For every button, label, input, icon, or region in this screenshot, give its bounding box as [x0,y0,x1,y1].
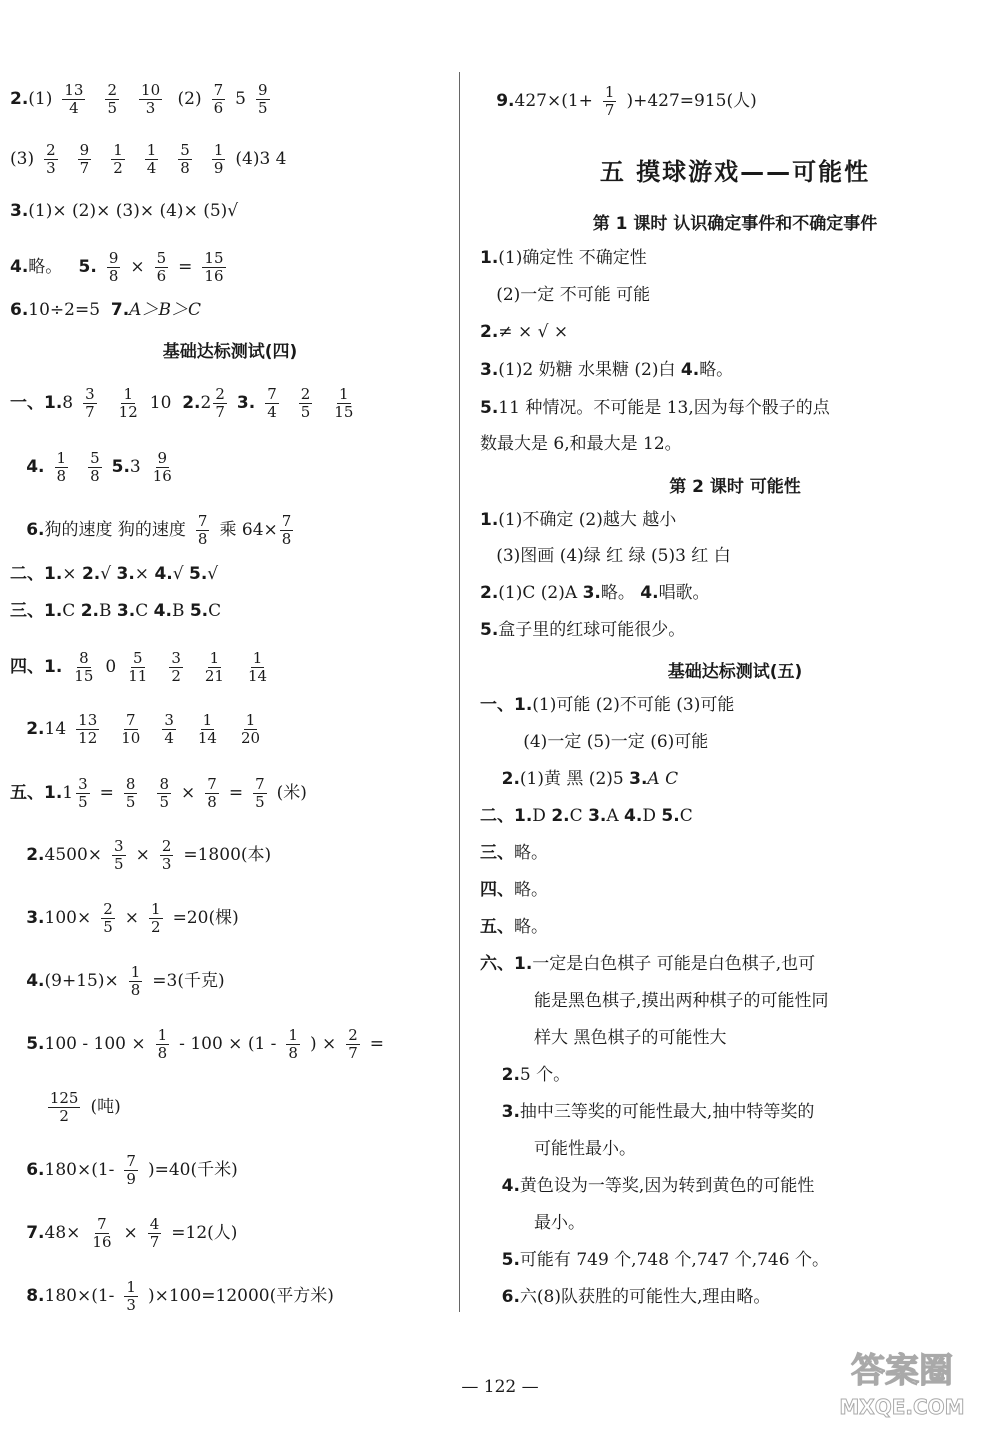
line: 5.11 种情况。不可能是 13,因为每个骰子的点 [480,398,830,418]
line: 四、略。 [480,880,548,900]
fraction: $\frac{1}{12}$ [118,385,138,421]
line: 五、1.1 $\frac{3}{5}$ = $\frac{8}{5}$ $\frac{8}{5}$ × $\frac{7}{8}$ = $\frac{7}{5}$ (米) [10,775,307,811]
fraction: $\frac{7}{8}$ [281,512,292,548]
fraction: $\frac{2}{5}$ [107,81,118,117]
fraction: $\frac{1}{8}$ [56,449,67,485]
line: 2.14 $\frac{13}{12}$ $\frac{7}{10}$ $\frac{3}{4}$ $\frac{1}{14}$ $\frac{1}{20}$ [26,711,261,747]
fraction: $\frac{7}{8}$ [207,775,217,811]
fraction: $\frac{7}{8}$ [197,512,208,548]
line: 五、略。 [480,917,548,937]
fraction: $\frac{1}{14}$ [247,649,268,685]
line: 三、1.C 2.B 3.C 4.B 5.C [10,601,222,621]
watermark-text: 答案圈 [851,1351,953,1391]
fraction: $\frac{7}{16}$ [92,1215,112,1251]
line: 一、1.(1)可能 (2)不可能 (3)可能 [480,695,735,715]
fraction: $\frac{1}{2}$ [113,141,123,177]
line: 样大 黑色棋子的可能性大 [534,1028,727,1048]
fraction: $\frac{2}{5}$ [103,900,113,936]
line: 5.盒子里的红球可能很少。 [480,620,686,640]
line: 4.(9+15)× $\frac{1}{8}$ =3(千克) [26,963,225,999]
line: 一、1.8 $\frac{3}{7}$ $\frac{1}{12}$ 10 2.2 $\frac{2}{7}$ 3. $\frac{7}{4}$ $\frac{2}{5}$ $\frac{1}{15}$ [10,385,354,421]
fraction: $\frac{15}{16}$ [204,249,224,285]
fraction: $\frac{2}{3}$ [46,141,56,177]
fraction: $\frac{1}{8}$ [130,963,141,999]
fraction: $\frac{1}{21}$ [204,649,224,685]
fraction: $\frac{9}{8}$ [108,249,119,285]
line: (3) $\frac{2}{3}$ $\frac{9}{7}$ $\frac{1}{2}$ $\frac{1}{4}$ $\frac{5}{8}$ $\frac{1}{9}$ (4)3 4 [10,141,287,177]
chapter-title: 五 摸球游戏——可能性 [599,158,871,186]
line: 3.(1)2 奶糖 水果糖 (2)白 4.略。 [480,360,734,380]
fraction: $\frac{7}{5}$ [255,775,265,811]
fraction: $\frac{5}{8}$ [90,449,100,485]
fraction: $\frac{9}{16}$ [152,449,172,485]
line: 2.4500× $\frac{3}{5}$ × $\frac{2}{3}$ =1800(本) [26,837,272,873]
fraction: $\frac{1}{14}$ [197,711,217,747]
line: 9.427×(1+ $\frac{1}{7}$ )+427=915(人) [496,83,757,119]
line: 可能性最小。 [534,1139,637,1159]
line: 2.5 个。 [501,1065,571,1085]
fraction: $\frac{7}{4}$ [267,385,277,421]
page-number: — 122 — [461,1377,539,1397]
fraction: $\frac{8}{5}$ [159,775,170,811]
fraction: $\frac{3}{4}$ [164,711,174,747]
fraction: $\frac{2}{7}$ [348,1026,358,1062]
fraction: $\frac{3}{5}$ [114,837,124,873]
fraction: $\frac{13}{4}$ [64,81,84,117]
fraction: $\frac{1}{7}$ [604,83,615,119]
line: 六、1.一定是白色棋子 可能是白色棋子,也可 [480,954,816,974]
line: 三、略。 [480,843,548,863]
line: 3.(1)× (2)× (3)× (4)× (5)√ [10,201,239,221]
line: $\frac{125}{2}$ (吨) [49,1089,121,1125]
fraction: $\frac{125}{2}$ [49,1089,79,1125]
lesson-heading: 第 2 课时 可能性 [669,477,801,497]
line: 4.黄色设为一等奖,因为转到黄色的可能性 [501,1176,815,1196]
section-heading: 基础达标测试(四) [162,342,298,362]
fraction: $\frac{7}{9}$ [126,1152,136,1188]
fraction: $\frac{3}{5}$ [78,775,88,811]
fraction: $\frac{7}{6}$ [213,81,224,117]
column-divider [459,72,460,1312]
fraction: $\frac{3}{2}$ [171,649,181,685]
fraction: $\frac{1}{8}$ [288,1026,298,1062]
fraction: $\frac{9}{5}$ [258,81,268,117]
fraction: $\frac{10}{3}$ [141,81,161,117]
line: 2.(1)C (2)A 3.略。 4.唱歌。 [480,583,710,603]
line: 6.狗的速度 狗的速度 $\frac{7}{8}$ 乘 64× $\frac{7}{8}$ [26,512,292,548]
fraction: $\frac{2}{5}$ [300,385,311,421]
fraction: $\frac{3}{7}$ [85,385,95,421]
fraction: $\frac{9}{7}$ [79,141,90,177]
line: 能是黑色棋子,摸出两种棋子的可能性同 [534,991,829,1011]
watermark-url: MXQE.COM [839,1395,965,1419]
fraction: $\frac{1}{4}$ [146,141,157,177]
line: 5.100 - 100 × $\frac{1}{8}$ - 100 × (1 - $\frac{1}{8}$ ) × $\frac{2}{7}$ = [26,1026,385,1062]
line: 1.(1)不确定 (2)越大 越小 [480,510,677,530]
line: 3.100× $\frac{2}{5}$ × $\frac{1}{2}$ =20(棵) [26,900,239,936]
fraction: $\frac{13}{12}$ [78,711,98,747]
fraction: $\frac{1}{3}$ [126,1278,136,1314]
line: 5.可能有 749 个,748 个,747 个,746 个。 [501,1250,829,1270]
fraction: $\frac{5}{6}$ [156,249,167,285]
line: 二、1.× 2.√ 3.× 4.√ 5.√ [10,564,219,584]
fraction: $\frac{5}{8}$ [180,141,190,177]
fraction: $\frac{7}{10}$ [121,711,141,747]
fraction: $\frac{1}{8}$ [157,1026,168,1062]
fraction: $\frac{2}{3}$ [161,837,172,873]
fraction: $\frac{1}{2}$ [151,900,161,936]
line: 6.180×(1- $\frac{7}{9}$ )=40(千米) [26,1152,238,1188]
line: 4.略。 5. $\frac{9}{8}$ × $\frac{5}{6}$ = $\frac{15}{16}$ [10,249,224,285]
line: 二、1.D 2.C 3.A 4.D 5.C [480,806,693,826]
line: 2.≠ × √ × [480,322,569,342]
fraction: $\frac{2}{7}$ [215,385,225,421]
watermark-logo [820,1342,985,1424]
fraction: $\frac{4}{7}$ [149,1215,160,1251]
fraction: $\frac{8}{5}$ [125,775,136,811]
lesson-heading: 第 1 课时 认识确定事件和不确定事件 [592,214,878,234]
line: 1.(1)确定性 不确定性 [480,248,647,268]
line: 2.(1)黄 黑 (2)5 3.A C [501,769,679,789]
line: (4)一定 (5)一定 (6)可能 [523,732,709,752]
line: 数最大是 6,和最大是 12。 [480,434,682,454]
line: 8.180×(1- $\frac{1}{3}$ )×100=12000(平方米) [26,1278,334,1314]
line: (3)图画 (4)绿 红 绿 (5)3 红 白 [496,546,731,566]
fraction: $\frac{1}{20}$ [240,711,261,747]
line: 四、1. $\frac{8}{15}$ 0 $\frac{5}{11}$ $\frac{3}{2}$ $\frac{1}{21}$ $\frac{1}{14}$ [10,649,268,685]
line: 最小。 [534,1213,586,1233]
fraction: $\frac{5}{11}$ [128,649,148,685]
section-heading: 基础达标测试(五) [667,662,803,682]
line: 6.六(8)队获胜的可能性大,理由略。 [501,1287,771,1307]
line: 4. $\frac{1}{8}$ $\frac{5}{8}$ 5.3 $\frac{9}{16}$ [26,449,172,485]
fraction: $\frac{1}{9}$ [213,141,224,177]
line: 2.(1) $\frac{13}{4}$ $\frac{2}{5}$ $\frac{10}{3}$ (2) $\frac{7}{6}$ 5 $\frac{9}{5}$ [10,81,268,117]
line: 7.48× $\frac{7}{16}$ × $\frac{4}{7}$ =12(人) [26,1215,238,1251]
line: 6.10÷2=5 7.A＞B＞C [10,300,201,320]
line: 3.抽中三等奖的可能性最大,抽中特等奖的 [501,1102,815,1122]
fraction: $\frac{1}{15}$ [334,385,354,421]
line: (2)一定 不可能 可能 [496,285,651,305]
fraction: $\frac{8}{15}$ [74,649,94,685]
